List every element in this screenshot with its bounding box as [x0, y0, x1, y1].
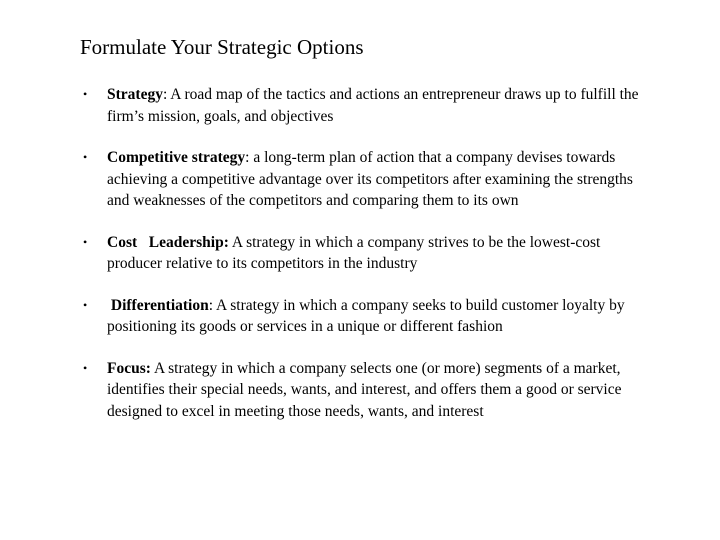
bullet-term: Differentiation [107, 296, 209, 314]
bullet-item-cost-leadership [80, 232, 650, 275]
bullet-text: A strategy in which a company selects one (or more) segments of a market, identifies their special needs, wants, and interest, and offers them a good or service designed to excel in meeting those needs, wants, and interest [107, 359, 622, 420]
bullet-term: Focus: [107, 359, 151, 377]
bullet-text: : a long-term plan of action that a company devises towards achieving a competitive advantage over its competitors after examining the strengths and weaknesses of the competitors and comparing them to its own [107, 149, 633, 209]
bullet-icon: • [83, 297, 88, 312]
bullet-term: Competitive strategy [107, 149, 246, 166]
bullet-list [80, 84, 650, 442]
bullet-icon: • [83, 87, 88, 101]
bullet-text: : A road map of the tactics and actions an entrepreneur draws up to fulfill the firm’s mission, goals, and objectives [107, 86, 639, 125]
bullet-text: A strategy in which a company strives to be the lowest-cost producer relative to its competitors in the industry [107, 233, 601, 272]
bullet-icon: • [83, 234, 88, 249]
bullet-term: Cost Leadership: [107, 233, 229, 251]
bullet-item-competitive-strategy [80, 147, 650, 212]
bullet-item-differentiation [80, 295, 650, 338]
bullet-icon: • [83, 150, 88, 164]
bullet-item-focus [80, 358, 650, 423]
bullet-term: Strategy [107, 86, 163, 103]
slide-title: Formulate Your Strategic Options [80, 35, 364, 59]
bullet-icon: • [83, 360, 88, 375]
bullet-text: : A strategy in which a company seeks to build customer loyalty by positioning its goods or services in a unique or different fashion [107, 296, 625, 335]
bullet-item-strategy [80, 84, 650, 127]
